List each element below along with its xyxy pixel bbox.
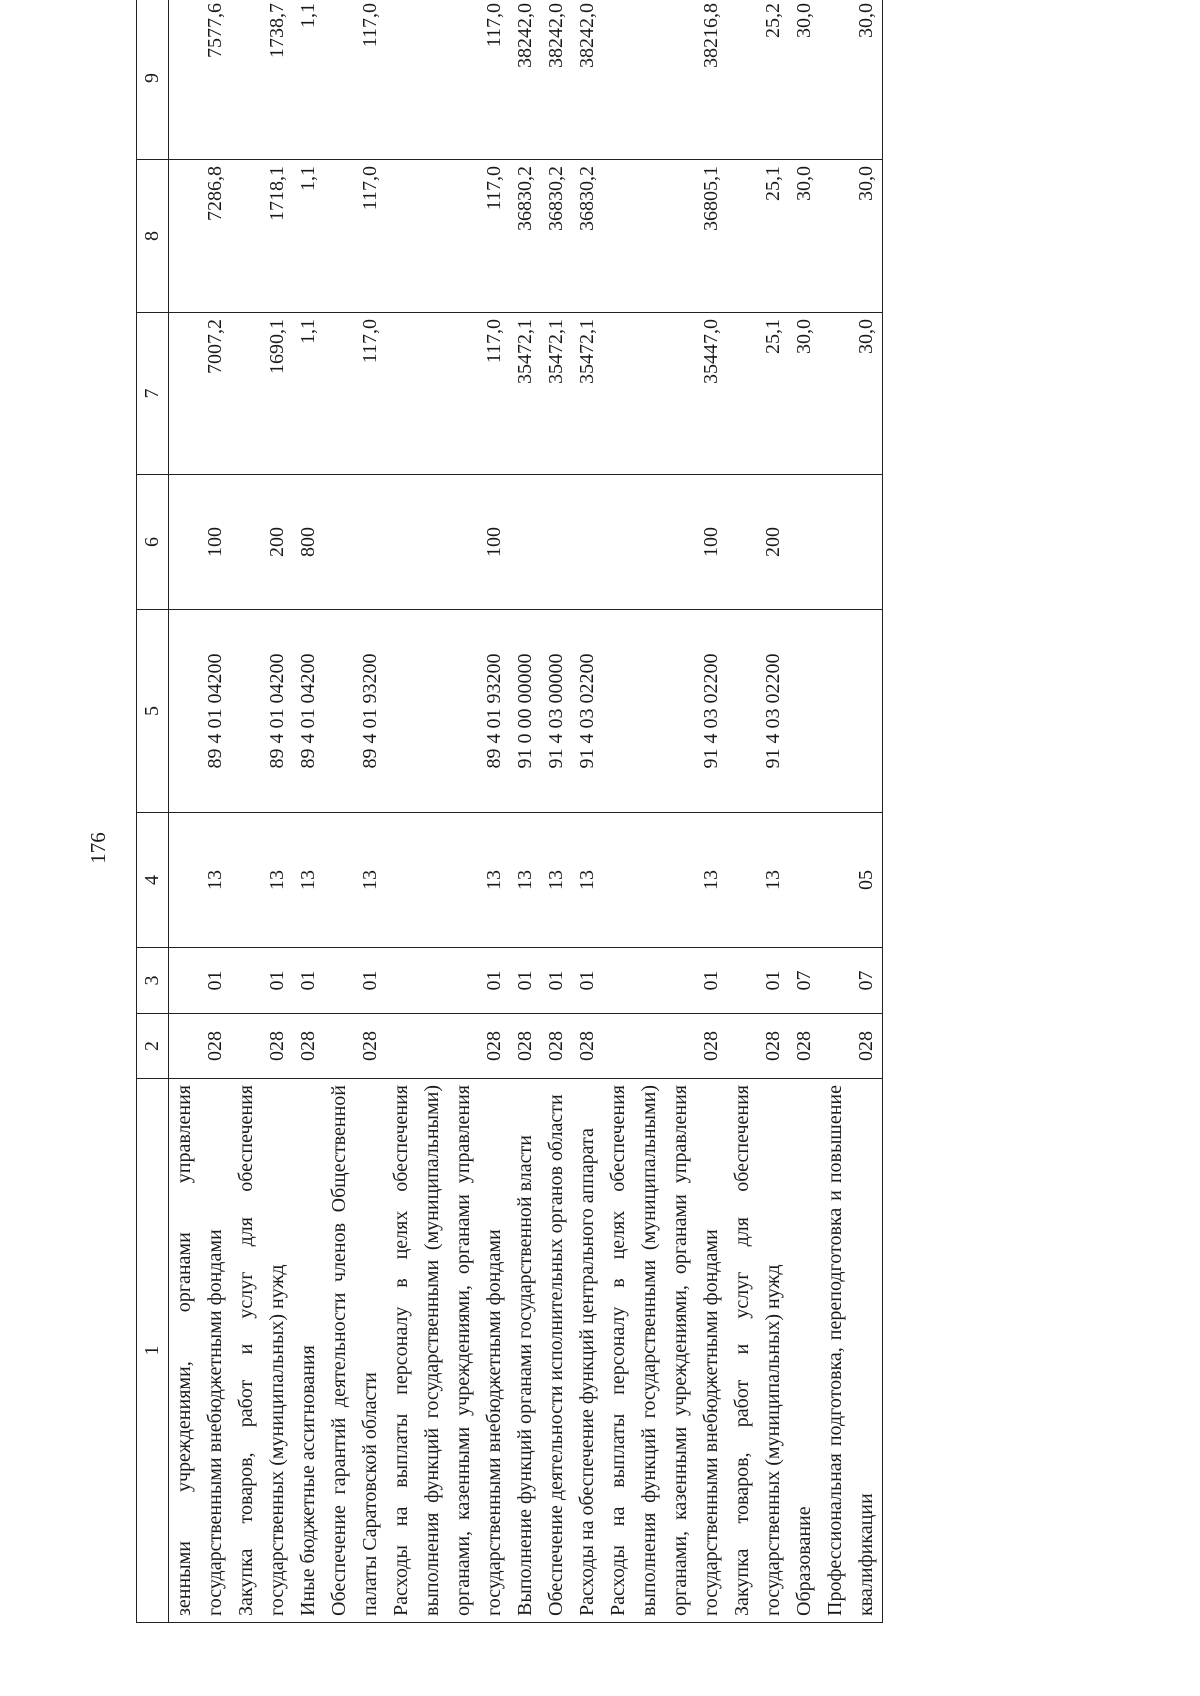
cell-value-col8: 117,0 (386, 160, 510, 313)
cell-value-col9: 38242,0 (510, 0, 541, 160)
cell-value-col8: 25,1 (727, 160, 789, 313)
cell-expense-type: 200 (727, 475, 789, 610)
column-header: 2 (137, 1014, 169, 1079)
cell-target-item: 89 4 01 04200 (169, 610, 232, 813)
cell-subsection: 13 (293, 813, 324, 948)
table-row (541, 0, 572, 1623)
cell-target-item: 89 4 01 93200 (324, 610, 386, 813)
cell-subsection: 13 (603, 813, 727, 948)
cell-section: 01 (231, 948, 293, 1014)
cell-value-col9: 38242,0 (572, 0, 603, 160)
cell-admin-code: 028 (603, 1014, 727, 1079)
row-description: Иные бюджетные ассигнования (293, 1079, 324, 1623)
cell-target-item: 91 0 00 00000 (510, 610, 541, 813)
cell-target-item: 91 4 03 00000 (541, 610, 572, 813)
column-header: 8 (137, 160, 169, 313)
cell-section: 01 (386, 948, 510, 1014)
cell-expense-type (820, 475, 883, 610)
cell-value-col7: 30,0 (789, 313, 820, 475)
cell-admin-code: 028 (293, 1014, 324, 1079)
cell-value-col9: 38242,0 (541, 0, 572, 160)
column-header: 1 (137, 1079, 169, 1623)
table-row (727, 0, 789, 1623)
page-number: 176 (86, 832, 110, 864)
cell-admin-code: 028 (727, 1014, 789, 1079)
table-row (510, 0, 541, 1623)
cell-admin-code: 028 (541, 1014, 572, 1079)
cell-expense-type (789, 475, 820, 610)
column-header: 7 (137, 313, 169, 475)
cell-target-item (820, 610, 883, 813)
cell-section: 01 (324, 948, 386, 1014)
cell-expense-type: 100 (169, 475, 232, 610)
cell-section: 07 (820, 948, 883, 1014)
cell-value-col7: 117,0 (386, 313, 510, 475)
row-description: Обеспечение деятельности исполнительных органов области (541, 1079, 572, 1623)
cell-section: 01 (293, 948, 324, 1014)
cell-section: 01 (572, 948, 603, 1014)
cell-section: 01 (169, 948, 232, 1014)
cell-subsection (789, 813, 820, 948)
cell-value-col8: 36830,2 (541, 160, 572, 313)
cell-admin-code: 028 (324, 1014, 386, 1079)
cell-admin-code: 028 (572, 1014, 603, 1079)
column-header: 4 (137, 813, 169, 948)
table-row (820, 0, 883, 1623)
cell-value-col7: 35472,1 (572, 313, 603, 475)
table-row (169, 0, 232, 1623)
cell-subsection: 13 (324, 813, 386, 948)
table-header-row (137, 0, 169, 1623)
budget-table (136, 0, 883, 1623)
column-header: 3 (137, 948, 169, 1014)
cell-admin-code: 028 (789, 1014, 820, 1079)
cell-expense-type (572, 475, 603, 610)
cell-value-col8: 30,0 (789, 160, 820, 313)
cell-value-col7: 1690,1 (231, 313, 293, 475)
cell-subsection: 13 (572, 813, 603, 948)
cell-value-col9: 30,0 (820, 0, 883, 160)
cell-subsection: 13 (169, 813, 232, 948)
cell-value-col8: 7286,8 (169, 160, 232, 313)
cell-value-col8: 30,0 (820, 160, 883, 313)
cell-section: 01 (510, 948, 541, 1014)
cell-value-col9: 25,2 (727, 0, 789, 160)
cell-target-item: 91 4 03 02200 (727, 610, 789, 813)
cell-value-col8: 1718,1 (231, 160, 293, 313)
cell-section: 01 (603, 948, 727, 1014)
table-row (789, 0, 820, 1623)
table-row (293, 0, 324, 1623)
table-row (572, 0, 603, 1623)
cell-expense-type (541, 475, 572, 610)
cell-expense-type: 200 (231, 475, 293, 610)
cell-section: 01 (541, 948, 572, 1014)
cell-admin-code: 028 (169, 1014, 232, 1079)
row-description: Образование (789, 1079, 820, 1623)
row-description: зенными учреждениями, органами управления государственными внебюджетными фондами (169, 1079, 232, 1623)
row-description: Обеспечение гарантий деятельности членов Общественной палаты Саратовской области (324, 1079, 386, 1623)
column-header: 5 (137, 610, 169, 813)
cell-subsection: 13 (541, 813, 572, 948)
table-row (603, 0, 727, 1623)
cell-value-col7: 35472,1 (510, 313, 541, 475)
cell-value-col7: 1,1 (293, 313, 324, 475)
cell-value-col9: 38216,8 (603, 0, 727, 160)
cell-admin-code: 028 (820, 1014, 883, 1079)
cell-subsection: 13 (231, 813, 293, 948)
cell-subsection: 13 (510, 813, 541, 948)
cell-value-col7: 25,1 (727, 313, 789, 475)
row-description: Расходы на выплаты персоналу в целях обеспечения выполнения функций государственными (муниципальными) органами, казенными учреждениями, органами управления государственными внебюджетными фондами (603, 1079, 727, 1623)
cell-value-col8: 117,0 (324, 160, 386, 313)
cell-section: 01 (727, 948, 789, 1014)
cell-subsection: 13 (727, 813, 789, 948)
cell-subsection: 13 (386, 813, 510, 948)
cell-value-col7: 35472,1 (541, 313, 572, 475)
table-row (231, 0, 293, 1623)
cell-value-col9: 117,0 (386, 0, 510, 160)
cell-value-col8: 1,1 (293, 160, 324, 313)
row-description: Расходы на обеспечение функций центрального аппарата (572, 1079, 603, 1623)
cell-target-item: 89 4 01 04200 (231, 610, 293, 813)
cell-target-item: 89 4 01 04200 (293, 610, 324, 813)
cell-expense-type (324, 475, 386, 610)
cell-section: 07 (789, 948, 820, 1014)
row-description: Профессиональная подготовка, переподготовка и повышение квалификации (820, 1079, 883, 1623)
table-row (324, 0, 386, 1623)
cell-expense-type: 800 (293, 475, 324, 610)
row-description: Расходы на выплаты персоналу в целях обеспечения выполнения функций государственными (муниципальными) органами, казенными учреждениями, органами управления государственными внебюджетными фондами (386, 1079, 510, 1623)
cell-target-item: 91 4 03 02200 (603, 610, 727, 813)
cell-target-item: 91 4 03 02200 (572, 610, 603, 813)
cell-value-col7: 30,0 (820, 313, 883, 475)
row-description: Закупка товаров, работ и услуг для обеспечения государственных (муниципальных) нужд (231, 1079, 293, 1623)
cell-value-col9: 30,0 (789, 0, 820, 160)
column-header: 9 (137, 0, 169, 160)
cell-admin-code: 028 (510, 1014, 541, 1079)
cell-expense-type (510, 475, 541, 610)
cell-value-col8: 36830,2 (510, 160, 541, 313)
cell-target-item (789, 610, 820, 813)
cell-expense-type: 100 (386, 475, 510, 610)
cell-value-col7: 117,0 (324, 313, 386, 475)
cell-value-col9: 1738,7 (231, 0, 293, 160)
cell-value-col9: 117,0 (324, 0, 386, 160)
cell-admin-code: 028 (386, 1014, 510, 1079)
cell-value-col8: 36830,2 (572, 160, 603, 313)
cell-value-col8: 36805,1 (603, 160, 727, 313)
cell-target-item: 89 4 01 93200 (386, 610, 510, 813)
cell-subsection: 05 (820, 813, 883, 948)
table-row (386, 0, 510, 1623)
cell-value-col9: 1,1 (293, 0, 324, 160)
cell-value-col7: 7007,2 (169, 313, 232, 475)
cell-value-col9: 7577,6 (169, 0, 232, 160)
row-description: Закупка товаров, работ и услуг для обеспечения государственных (муниципальных) нужд (727, 1079, 789, 1623)
cell-value-col7: 35447,0 (603, 313, 727, 475)
table-body (169, 0, 883, 1623)
cell-expense-type: 100 (603, 475, 727, 610)
row-description: Выполнение функций органами государственной власти (510, 1079, 541, 1623)
column-header: 6 (137, 475, 169, 610)
cell-admin-code: 028 (231, 1014, 293, 1079)
